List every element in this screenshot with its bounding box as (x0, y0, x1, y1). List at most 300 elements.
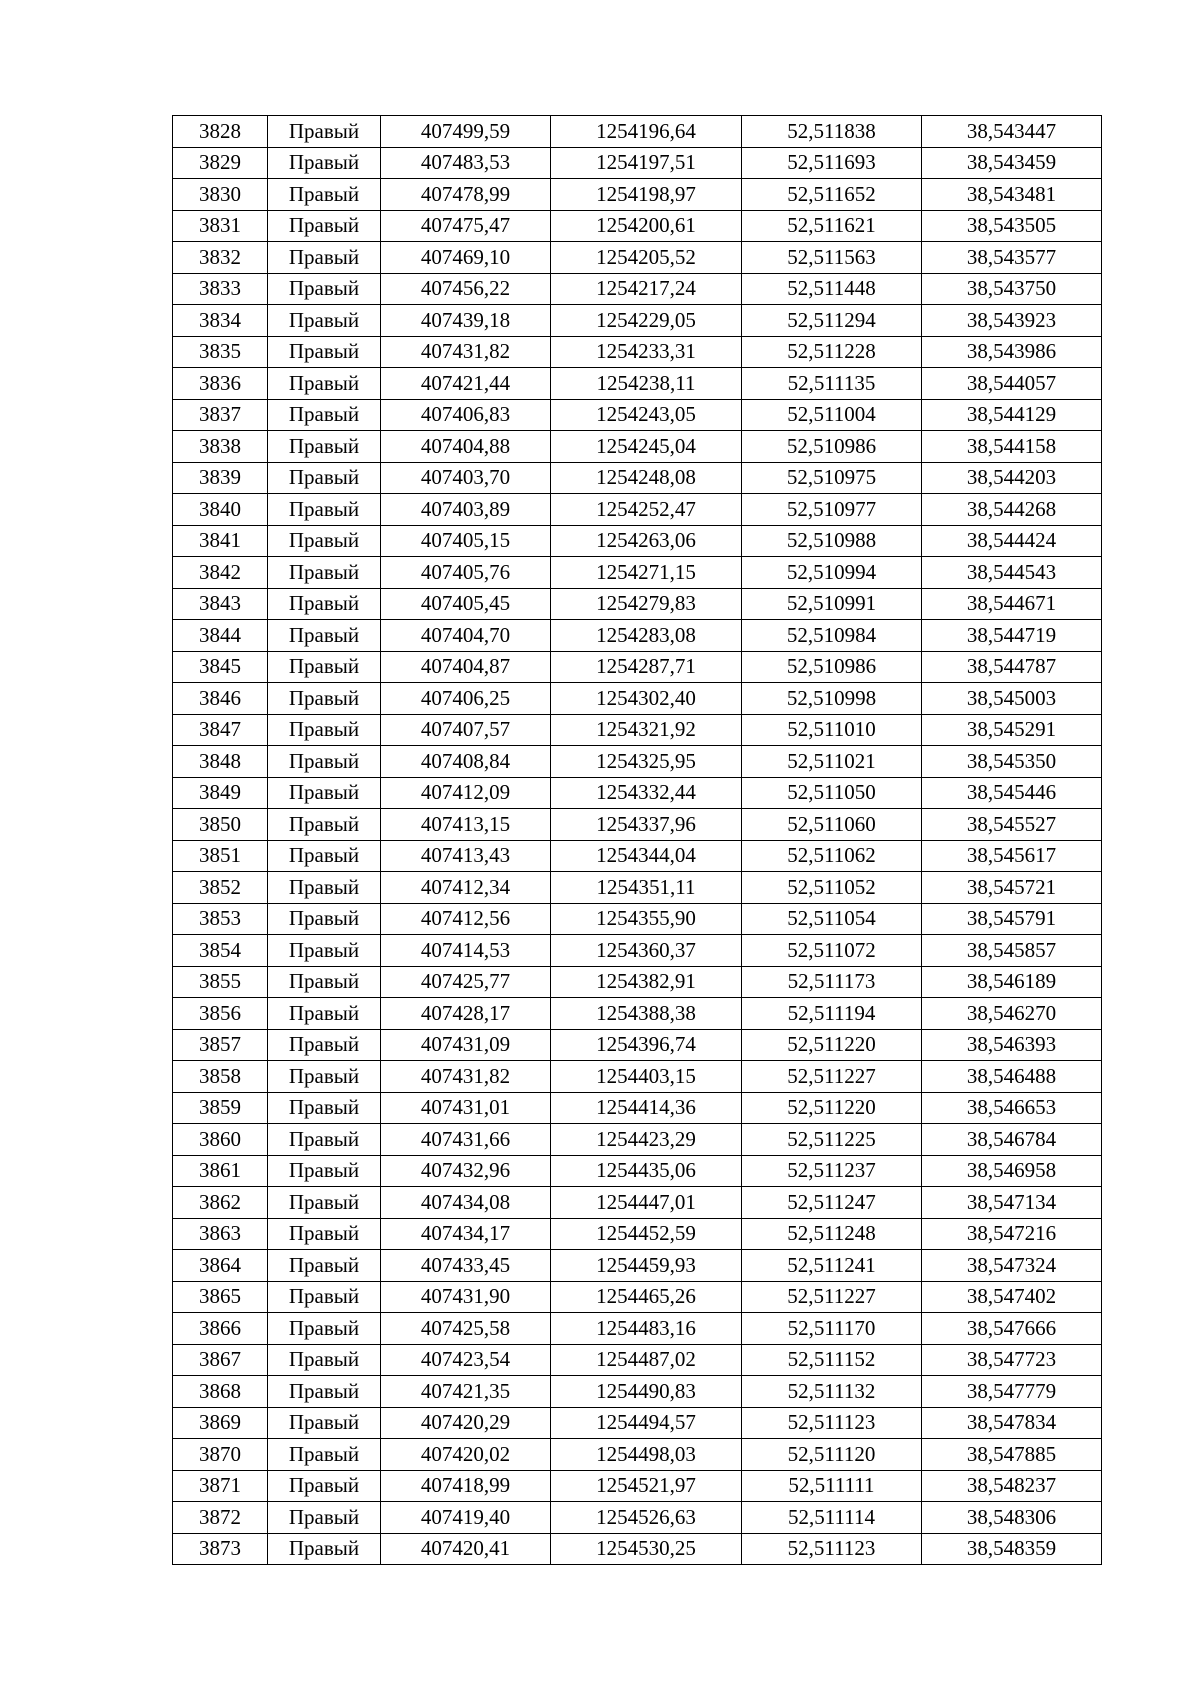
latitude-cell: 52,511135 (742, 368, 922, 400)
side-cell: Правый (268, 1124, 381, 1156)
table-row (173, 998, 1102, 1030)
latitude-cell: 52,511563 (742, 242, 922, 274)
latitude-cell: 52,511652 (742, 179, 922, 211)
y-coordinate-cell: 1254198,97 (551, 179, 742, 211)
y-coordinate-cell: 1254494,57 (551, 1407, 742, 1439)
longitude-cell: 38,547666 (922, 1313, 1102, 1345)
x-coordinate-cell: 407478,99 (381, 179, 551, 211)
side-cell: Правый (268, 714, 381, 746)
x-coordinate-cell: 407431,66 (381, 1124, 551, 1156)
side-cell: Правый (268, 431, 381, 463)
point-number-cell: 3854 (173, 935, 268, 967)
point-number-cell: 3845 (173, 651, 268, 683)
side-cell: Правый (268, 840, 381, 872)
longitude-cell: 38,545857 (922, 935, 1102, 967)
side-cell: Правый (268, 525, 381, 557)
point-number-cell: 3833 (173, 273, 268, 305)
point-number-cell: 3859 (173, 1092, 268, 1124)
x-coordinate-cell: 407412,56 (381, 903, 551, 935)
point-number-cell: 3837 (173, 399, 268, 431)
point-number-cell: 3835 (173, 336, 268, 368)
table-row (173, 1155, 1102, 1187)
y-coordinate-cell: 1254325,95 (551, 746, 742, 778)
x-coordinate-cell: 407419,40 (381, 1502, 551, 1534)
side-cell: Правый (268, 179, 381, 211)
x-coordinate-cell: 407404,88 (381, 431, 551, 463)
table-row (173, 368, 1102, 400)
y-coordinate-cell: 1254465,26 (551, 1281, 742, 1313)
table-row (173, 1281, 1102, 1313)
y-coordinate-cell: 1254487,02 (551, 1344, 742, 1376)
table-row (173, 903, 1102, 935)
point-number-cell: 3836 (173, 368, 268, 400)
table-row (173, 1533, 1102, 1565)
x-coordinate-cell: 407431,82 (381, 1061, 551, 1093)
x-coordinate-cell: 407420,29 (381, 1407, 551, 1439)
side-cell: Правый (268, 557, 381, 589)
longitude-cell: 38,547779 (922, 1376, 1102, 1408)
point-number-cell: 3856 (173, 998, 268, 1030)
point-number-cell: 3855 (173, 966, 268, 998)
longitude-cell: 38,544203 (922, 462, 1102, 494)
longitude-cell: 38,546653 (922, 1092, 1102, 1124)
table-row (173, 1124, 1102, 1156)
side-cell: Правый (268, 1344, 381, 1376)
x-coordinate-cell: 407431,09 (381, 1029, 551, 1061)
longitude-cell: 38,543986 (922, 336, 1102, 368)
side-cell: Правый (268, 872, 381, 904)
x-coordinate-cell: 407405,76 (381, 557, 551, 589)
latitude-cell: 52,511004 (742, 399, 922, 431)
table-row (173, 714, 1102, 746)
point-number-cell: 3840 (173, 494, 268, 526)
latitude-cell: 52,511152 (742, 1344, 922, 1376)
point-number-cell: 3857 (173, 1029, 268, 1061)
y-coordinate-cell: 1254302,40 (551, 683, 742, 715)
y-coordinate-cell: 1254360,37 (551, 935, 742, 967)
longitude-cell: 38,543577 (922, 242, 1102, 274)
longitude-cell: 38,544424 (922, 525, 1102, 557)
x-coordinate-cell: 407423,54 (381, 1344, 551, 1376)
table-row (173, 1502, 1102, 1534)
longitude-cell: 38,544129 (922, 399, 1102, 431)
longitude-cell: 38,546958 (922, 1155, 1102, 1187)
y-coordinate-cell: 1254332,44 (551, 777, 742, 809)
side-cell: Правый (268, 1533, 381, 1565)
latitude-cell: 52,511170 (742, 1313, 922, 1345)
table-row (173, 1407, 1102, 1439)
point-number-cell: 3841 (173, 525, 268, 557)
longitude-cell: 38,546270 (922, 998, 1102, 1030)
latitude-cell: 52,511220 (742, 1029, 922, 1061)
longitude-cell: 38,547723 (922, 1344, 1102, 1376)
latitude-cell: 52,511227 (742, 1281, 922, 1313)
point-number-cell: 3868 (173, 1376, 268, 1408)
latitude-cell: 52,511060 (742, 809, 922, 841)
side-cell: Правый (268, 147, 381, 179)
table-row (173, 1061, 1102, 1093)
y-coordinate-cell: 1254321,92 (551, 714, 742, 746)
point-number-cell: 3871 (173, 1470, 268, 1502)
y-coordinate-cell: 1254287,71 (551, 651, 742, 683)
y-coordinate-cell: 1254279,83 (551, 588, 742, 620)
latitude-cell: 52,511237 (742, 1155, 922, 1187)
table-row (173, 588, 1102, 620)
longitude-cell: 38,543750 (922, 273, 1102, 305)
y-coordinate-cell: 1254530,25 (551, 1533, 742, 1565)
table-row (173, 683, 1102, 715)
x-coordinate-cell: 407407,57 (381, 714, 551, 746)
latitude-cell: 52,510998 (742, 683, 922, 715)
table-row (173, 1092, 1102, 1124)
latitude-cell: 52,511247 (742, 1187, 922, 1219)
point-number-cell: 3839 (173, 462, 268, 494)
latitude-cell: 52,511248 (742, 1218, 922, 1250)
longitude-cell: 38,548306 (922, 1502, 1102, 1534)
table-row (173, 651, 1102, 683)
latitude-cell: 52,511448 (742, 273, 922, 305)
table-row (173, 525, 1102, 557)
y-coordinate-cell: 1254196,64 (551, 116, 742, 148)
longitude-cell: 38,543923 (922, 305, 1102, 337)
y-coordinate-cell: 1254521,97 (551, 1470, 742, 1502)
point-number-cell: 3831 (173, 210, 268, 242)
table-row (173, 336, 1102, 368)
point-number-cell: 3830 (173, 179, 268, 211)
y-coordinate-cell: 1254388,38 (551, 998, 742, 1030)
point-number-cell: 3832 (173, 242, 268, 274)
latitude-cell: 52,511062 (742, 840, 922, 872)
x-coordinate-cell: 407404,70 (381, 620, 551, 652)
side-cell: Правый (268, 273, 381, 305)
side-cell: Правый (268, 1218, 381, 1250)
longitude-cell: 38,543505 (922, 210, 1102, 242)
x-coordinate-cell: 407412,34 (381, 872, 551, 904)
point-number-cell: 3842 (173, 557, 268, 589)
y-coordinate-cell: 1254435,06 (551, 1155, 742, 1187)
y-coordinate-cell: 1254498,03 (551, 1439, 742, 1471)
side-cell: Правый (268, 399, 381, 431)
point-number-cell: 3851 (173, 840, 268, 872)
longitude-cell: 38,547402 (922, 1281, 1102, 1313)
point-number-cell: 3861 (173, 1155, 268, 1187)
longitude-cell: 38,545721 (922, 872, 1102, 904)
y-coordinate-cell: 1254205,52 (551, 242, 742, 274)
latitude-cell: 52,510977 (742, 494, 922, 526)
table-row (173, 777, 1102, 809)
point-number-cell: 3872 (173, 1502, 268, 1534)
point-number-cell: 3847 (173, 714, 268, 746)
x-coordinate-cell: 407456,22 (381, 273, 551, 305)
latitude-cell: 52,511054 (742, 903, 922, 935)
x-coordinate-cell: 407431,90 (381, 1281, 551, 1313)
latitude-cell: 52,511120 (742, 1439, 922, 1471)
table-row (173, 116, 1102, 148)
latitude-cell: 52,511173 (742, 966, 922, 998)
table-row (173, 210, 1102, 242)
latitude-cell: 52,511220 (742, 1092, 922, 1124)
point-number-cell: 3865 (173, 1281, 268, 1313)
x-coordinate-cell: 407499,59 (381, 116, 551, 148)
longitude-cell: 38,544057 (922, 368, 1102, 400)
y-coordinate-cell: 1254490,83 (551, 1376, 742, 1408)
table-row (173, 1029, 1102, 1061)
y-coordinate-cell: 1254344,04 (551, 840, 742, 872)
longitude-cell: 38,544671 (922, 588, 1102, 620)
x-coordinate-cell: 407431,01 (381, 1092, 551, 1124)
point-number-cell: 3834 (173, 305, 268, 337)
x-coordinate-cell: 407405,45 (381, 588, 551, 620)
side-cell: Правый (268, 1407, 381, 1439)
latitude-cell: 52,510975 (742, 462, 922, 494)
x-coordinate-cell: 407428,17 (381, 998, 551, 1030)
side-cell: Правый (268, 368, 381, 400)
longitude-cell: 38,548359 (922, 1533, 1102, 1565)
latitude-cell: 52,510986 (742, 431, 922, 463)
latitude-cell: 52,511132 (742, 1376, 922, 1408)
latitude-cell: 52,511693 (742, 147, 922, 179)
side-cell: Правый (268, 777, 381, 809)
point-number-cell: 3860 (173, 1124, 268, 1156)
longitude-cell: 38,544158 (922, 431, 1102, 463)
latitude-cell: 52,511123 (742, 1533, 922, 1565)
side-cell: Правый (268, 1092, 381, 1124)
side-cell: Правый (268, 966, 381, 998)
x-coordinate-cell: 407432,96 (381, 1155, 551, 1187)
longitude-cell: 38,543481 (922, 179, 1102, 211)
y-coordinate-cell: 1254238,11 (551, 368, 742, 400)
longitude-cell: 38,543459 (922, 147, 1102, 179)
point-number-cell: 3873 (173, 1533, 268, 1565)
y-coordinate-cell: 1254403,15 (551, 1061, 742, 1093)
side-cell: Правый (268, 935, 381, 967)
longitude-cell: 38,547834 (922, 1407, 1102, 1439)
side-cell: Правый (268, 903, 381, 935)
y-coordinate-cell: 1254423,29 (551, 1124, 742, 1156)
table-row (173, 179, 1102, 211)
latitude-cell: 52,511621 (742, 210, 922, 242)
x-coordinate-cell: 407412,09 (381, 777, 551, 809)
longitude-cell: 38,548237 (922, 1470, 1102, 1502)
longitude-cell: 38,545617 (922, 840, 1102, 872)
side-cell: Правый (268, 116, 381, 148)
y-coordinate-cell: 1254197,51 (551, 147, 742, 179)
side-cell: Правый (268, 651, 381, 683)
y-coordinate-cell: 1254447,01 (551, 1187, 742, 1219)
coordinates-table (172, 115, 1102, 1565)
y-coordinate-cell: 1254452,59 (551, 1218, 742, 1250)
side-cell: Правый (268, 1281, 381, 1313)
y-coordinate-cell: 1254483,16 (551, 1313, 742, 1345)
y-coordinate-cell: 1254217,24 (551, 273, 742, 305)
x-coordinate-cell: 407434,17 (381, 1218, 551, 1250)
longitude-cell: 38,543447 (922, 116, 1102, 148)
table-row (173, 1376, 1102, 1408)
point-number-cell: 3862 (173, 1187, 268, 1219)
point-number-cell: 3848 (173, 746, 268, 778)
side-cell: Правый (268, 210, 381, 242)
y-coordinate-cell: 1254233,31 (551, 336, 742, 368)
point-number-cell: 3843 (173, 588, 268, 620)
longitude-cell: 38,544787 (922, 651, 1102, 683)
y-coordinate-cell: 1254248,08 (551, 462, 742, 494)
table-row (173, 1218, 1102, 1250)
latitude-cell: 52,511050 (742, 777, 922, 809)
point-number-cell: 3852 (173, 872, 268, 904)
latitude-cell: 52,510984 (742, 620, 922, 652)
side-cell: Правый (268, 242, 381, 274)
table-row (173, 809, 1102, 841)
latitude-cell: 52,511227 (742, 1061, 922, 1093)
side-cell: Правый (268, 1470, 381, 1502)
y-coordinate-cell: 1254382,91 (551, 966, 742, 998)
x-coordinate-cell: 407413,15 (381, 809, 551, 841)
table-row (173, 1313, 1102, 1345)
point-number-cell: 3849 (173, 777, 268, 809)
longitude-cell: 38,544268 (922, 494, 1102, 526)
longitude-cell: 38,544719 (922, 620, 1102, 652)
point-number-cell: 3853 (173, 903, 268, 935)
side-cell: Правый (268, 1155, 381, 1187)
side-cell: Правый (268, 588, 381, 620)
latitude-cell: 52,511225 (742, 1124, 922, 1156)
table-row (173, 872, 1102, 904)
latitude-cell: 52,511228 (742, 336, 922, 368)
y-coordinate-cell: 1254414,36 (551, 1092, 742, 1124)
table-row (173, 273, 1102, 305)
x-coordinate-cell: 407408,84 (381, 746, 551, 778)
table-row (173, 399, 1102, 431)
x-coordinate-cell: 407406,83 (381, 399, 551, 431)
x-coordinate-cell: 407434,08 (381, 1187, 551, 1219)
y-coordinate-cell: 1254263,06 (551, 525, 742, 557)
table-row (173, 242, 1102, 274)
table-row (173, 462, 1102, 494)
latitude-cell: 52,511072 (742, 935, 922, 967)
side-cell: Правый (268, 494, 381, 526)
x-coordinate-cell: 407413,43 (381, 840, 551, 872)
longitude-cell: 38,546488 (922, 1061, 1102, 1093)
x-coordinate-cell: 407405,15 (381, 525, 551, 557)
point-number-cell: 3867 (173, 1344, 268, 1376)
side-cell: Правый (268, 1061, 381, 1093)
x-coordinate-cell: 407421,44 (381, 368, 551, 400)
latitude-cell: 52,511114 (742, 1502, 922, 1534)
longitude-cell: 38,545446 (922, 777, 1102, 809)
table-row (173, 557, 1102, 589)
point-number-cell: 3829 (173, 147, 268, 179)
longitude-cell: 38,545527 (922, 809, 1102, 841)
table-row (173, 1187, 1102, 1219)
y-coordinate-cell: 1254245,04 (551, 431, 742, 463)
x-coordinate-cell: 407433,45 (381, 1250, 551, 1282)
table-row (173, 147, 1102, 179)
side-cell: Правый (268, 336, 381, 368)
y-coordinate-cell: 1254337,96 (551, 809, 742, 841)
y-coordinate-cell: 1254271,15 (551, 557, 742, 589)
x-coordinate-cell: 407483,53 (381, 147, 551, 179)
y-coordinate-cell: 1254283,08 (551, 620, 742, 652)
side-cell: Правый (268, 620, 381, 652)
longitude-cell: 38,545291 (922, 714, 1102, 746)
side-cell: Правый (268, 683, 381, 715)
x-coordinate-cell: 407469,10 (381, 242, 551, 274)
side-cell: Правый (268, 1250, 381, 1282)
table-row (173, 966, 1102, 998)
point-number-cell: 3828 (173, 116, 268, 148)
side-cell: Правый (268, 746, 381, 778)
table-row (173, 620, 1102, 652)
y-coordinate-cell: 1254252,47 (551, 494, 742, 526)
point-number-cell: 3844 (173, 620, 268, 652)
coordinates-table-body (173, 116, 1102, 1565)
longitude-cell: 38,545791 (922, 903, 1102, 935)
x-coordinate-cell: 407414,53 (381, 935, 551, 967)
table-row (173, 1344, 1102, 1376)
y-coordinate-cell: 1254355,90 (551, 903, 742, 935)
side-cell: Правый (268, 1313, 381, 1345)
x-coordinate-cell: 407425,77 (381, 966, 551, 998)
side-cell: Правый (268, 1376, 381, 1408)
latitude-cell: 52,511194 (742, 998, 922, 1030)
latitude-cell: 52,511021 (742, 746, 922, 778)
latitude-cell: 52,511111 (742, 1470, 922, 1502)
point-number-cell: 3864 (173, 1250, 268, 1282)
table-row (173, 305, 1102, 337)
longitude-cell: 38,547324 (922, 1250, 1102, 1282)
latitude-cell: 52,510986 (742, 651, 922, 683)
side-cell: Правый (268, 1439, 381, 1471)
point-number-cell: 3846 (173, 683, 268, 715)
table-row (173, 1470, 1102, 1502)
side-cell: Правый (268, 1187, 381, 1219)
side-cell: Правый (268, 462, 381, 494)
y-coordinate-cell: 1254200,61 (551, 210, 742, 242)
point-number-cell: 3850 (173, 809, 268, 841)
table-row (173, 746, 1102, 778)
longitude-cell: 38,546189 (922, 966, 1102, 998)
x-coordinate-cell: 407439,18 (381, 305, 551, 337)
x-coordinate-cell: 407403,70 (381, 462, 551, 494)
x-coordinate-cell: 407403,89 (381, 494, 551, 526)
x-coordinate-cell: 407404,87 (381, 651, 551, 683)
longitude-cell: 38,547216 (922, 1218, 1102, 1250)
x-coordinate-cell: 407475,47 (381, 210, 551, 242)
y-coordinate-cell: 1254243,05 (551, 399, 742, 431)
x-coordinate-cell: 407431,82 (381, 336, 551, 368)
side-cell: Правый (268, 1029, 381, 1061)
x-coordinate-cell: 407420,41 (381, 1533, 551, 1565)
point-number-cell: 3838 (173, 431, 268, 463)
latitude-cell: 52,510991 (742, 588, 922, 620)
longitude-cell: 38,546784 (922, 1124, 1102, 1156)
longitude-cell: 38,547134 (922, 1187, 1102, 1219)
point-number-cell: 3866 (173, 1313, 268, 1345)
latitude-cell: 52,510988 (742, 525, 922, 557)
side-cell: Правый (268, 305, 381, 337)
y-coordinate-cell: 1254351,11 (551, 872, 742, 904)
latitude-cell: 52,511241 (742, 1250, 922, 1282)
x-coordinate-cell: 407420,02 (381, 1439, 551, 1471)
table-row (173, 494, 1102, 526)
point-number-cell: 3870 (173, 1439, 268, 1471)
longitude-cell: 38,547885 (922, 1439, 1102, 1471)
x-coordinate-cell: 407406,25 (381, 683, 551, 715)
table-row (173, 1439, 1102, 1471)
table-row (173, 840, 1102, 872)
y-coordinate-cell: 1254396,74 (551, 1029, 742, 1061)
longitude-cell: 38,544543 (922, 557, 1102, 589)
